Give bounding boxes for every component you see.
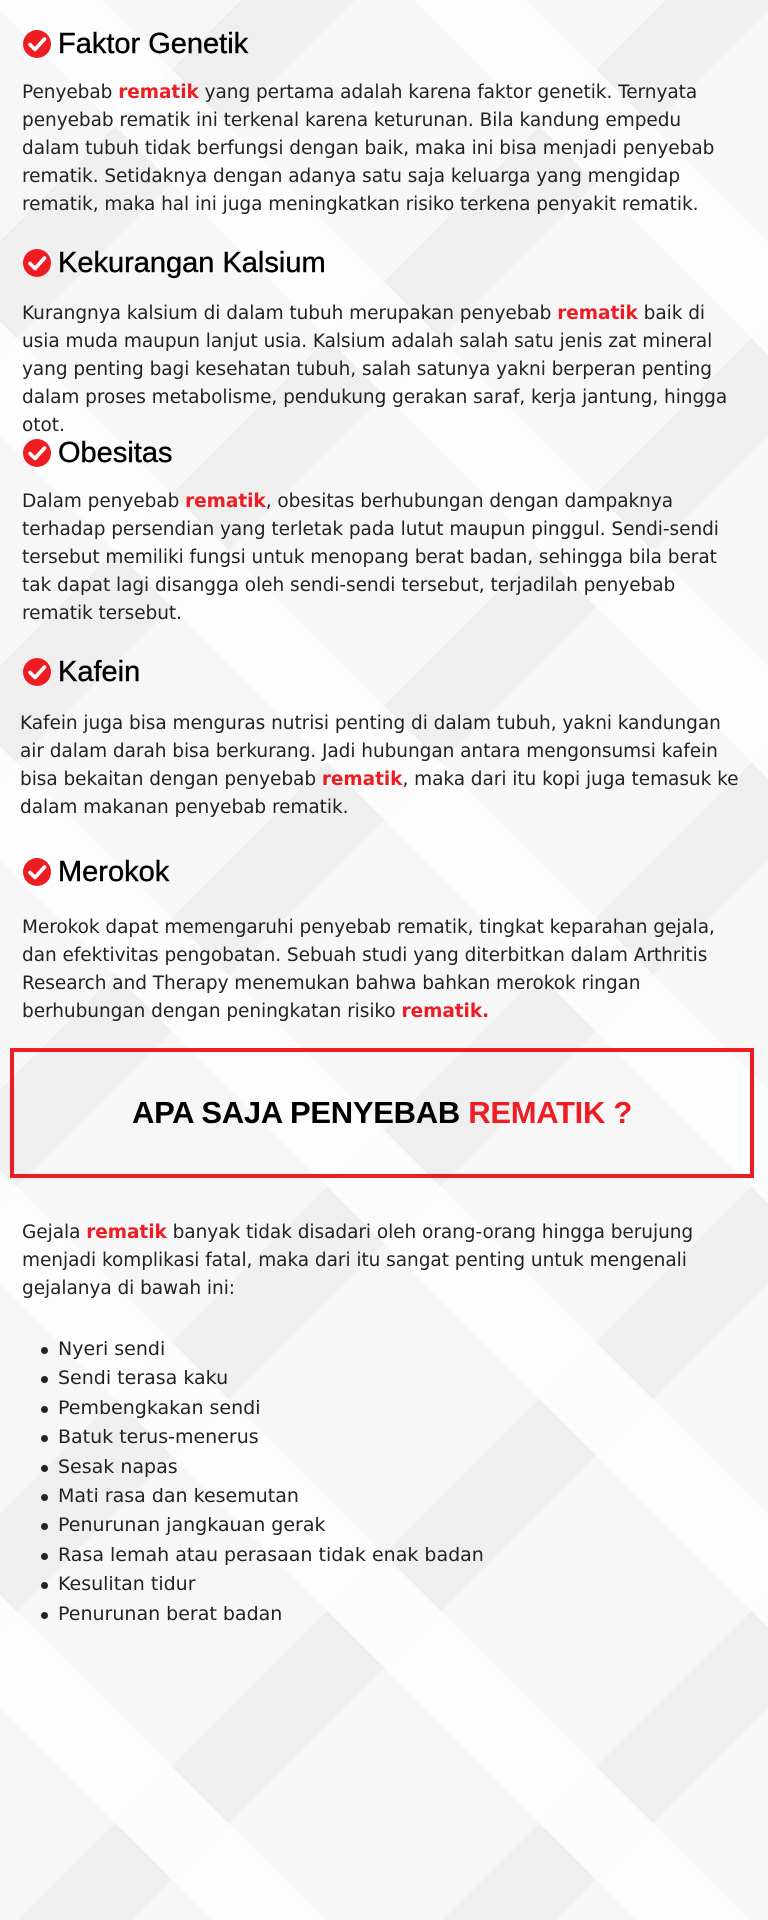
list-item: Kesulitan tidur <box>58 1570 758 1599</box>
check-circle-icon <box>22 29 52 59</box>
highlight-keyword: rematik. <box>401 1001 490 1022</box>
list-item: Nyeri sendi <box>58 1335 758 1364</box>
section-paragraph-obesitas <box>22 488 744 628</box>
section-heading-obesitas <box>22 433 172 473</box>
paragraph-text: Penyebab <box>22 82 119 103</box>
highlight-keyword: rematik <box>321 769 403 790</box>
section-title: Faktor Genetik <box>58 27 249 60</box>
paragraph-text: Merokok dapat memengaruhi penyebab rematik, tingkat keparahan gejala, dan efektivitas pengobatan. Sebuah studi yang diterbitkan dalam Arthritis Research and Therapy menemukan bahwa bahkan merokok ringan berhubungan dengan peningkatan risiko <box>22 917 715 1022</box>
symptoms-list <box>22 1335 758 1629</box>
highlight-keyword: rematik <box>86 1222 167 1243</box>
section-heading-kafein <box>22 652 140 692</box>
list-item: Mati rasa dan kesemutan <box>58 1482 758 1511</box>
check-circle-icon <box>22 857 52 887</box>
list-item: Penurunan jangkauan gerak <box>58 1511 758 1540</box>
highlight-keyword: rematik <box>118 82 199 103</box>
section-title: Merokok <box>58 855 170 888</box>
highlight-keyword: rematik <box>185 491 266 512</box>
paragraph-text: , maka dari itu kopi juga temasuk ke dalam makanan penyebab rematik. <box>20 769 739 818</box>
section-title: Obesitas <box>58 436 173 469</box>
check-circle-icon <box>22 657 52 687</box>
paragraph-text: banyak tidak disadari oleh orang-orang hingga berujung menjadi komplikasi fatal, maka dari itu sangat penting untuk mengenali gejalanya di bawah ini: <box>22 1222 694 1299</box>
section-heading-kekurangan-kalsium <box>22 243 326 283</box>
banner-title <box>132 1095 632 1131</box>
section-title: Kekurangan Kalsium <box>58 246 326 279</box>
list-item: Pembengkakan sendi <box>58 1394 758 1423</box>
banner-title-highlight: REMATIK ? <box>468 1095 632 1130</box>
list-item: Sesak napas <box>58 1453 758 1482</box>
paragraph-text: yang pertama adalah karena faktor genetik. Ternyata penyebab rematik ini terkenal karena keturunan. Bila kandung empedu dalam tubuh tidak berfungsi dengan baik, maka ini bisa menjadi penyebab rematik. Setidaknya dengan adanya satu saja keluarga yang mengidap rematik, maka hal ini juga meningkatkan risiko terkena penyakit rematik. <box>22 82 715 215</box>
section-paragraph-kafein <box>20 710 742 822</box>
section-paragraph-kekurangan-kalsium <box>22 300 744 440</box>
section-heading-merokok <box>22 852 169 892</box>
causes-banner <box>10 1048 754 1178</box>
section-paragraph-faktor-genetik <box>22 79 744 219</box>
symptoms-intro-paragraph <box>22 1219 744 1303</box>
list-item: Batuk terus-menerus <box>58 1423 758 1452</box>
paragraph-text: Kurangnya kalsium di dalam tubuh merupakan penyebab <box>22 303 558 324</box>
section-paragraph-merokok <box>22 914 744 1026</box>
section-heading-faktor-genetik <box>22 24 248 64</box>
paragraph-text: Kafein juga bisa menguras nutrisi penting di dalam tubuh, yakni kandungan air dalam darah bisa berkurang. Jadi hubungan antara mengonsumsi kafein bisa bekaitan dengan penyebab <box>20 713 721 790</box>
paragraph-text: , obesitas berhubungan dengan dampaknya terhadap persendian yang terletak pada lutut maupun pinggul. Sendi-sendi tersebut memiliki fungsi untuk menopang berat badan, sehingga bila berat tak dapat lagi disangga oleh sendi-sendi tersebut, terjadilah penyebab rematik tersebut. <box>22 491 719 624</box>
list-item: Rasa lemah atau perasaan tidak enak badan <box>58 1541 758 1570</box>
list-item: Sendi terasa kaku <box>58 1364 758 1393</box>
paragraph-text: Gejala <box>22 1222 87 1243</box>
banner-title-main: APA SAJA PENYEBAB <box>131 1095 469 1130</box>
highlight-keyword: rematik <box>557 303 638 324</box>
check-circle-icon <box>22 248 52 278</box>
paragraph-text: Dalam penyebab <box>22 491 186 512</box>
paragraph-text: baik di usia muda maupun lanjut usia. Kalsium adalah salah satu jenis zat mineral yang penting bagi kesehatan tubuh, salah satunya yakni berperan penting dalam proses metabolisme, pendukung gerakan saraf, kerja jantung, hingga otot. <box>22 303 728 436</box>
section-title: Kafein <box>58 655 141 688</box>
list-item: Penurunan berat badan <box>58 1600 758 1629</box>
check-circle-icon <box>22 438 52 468</box>
